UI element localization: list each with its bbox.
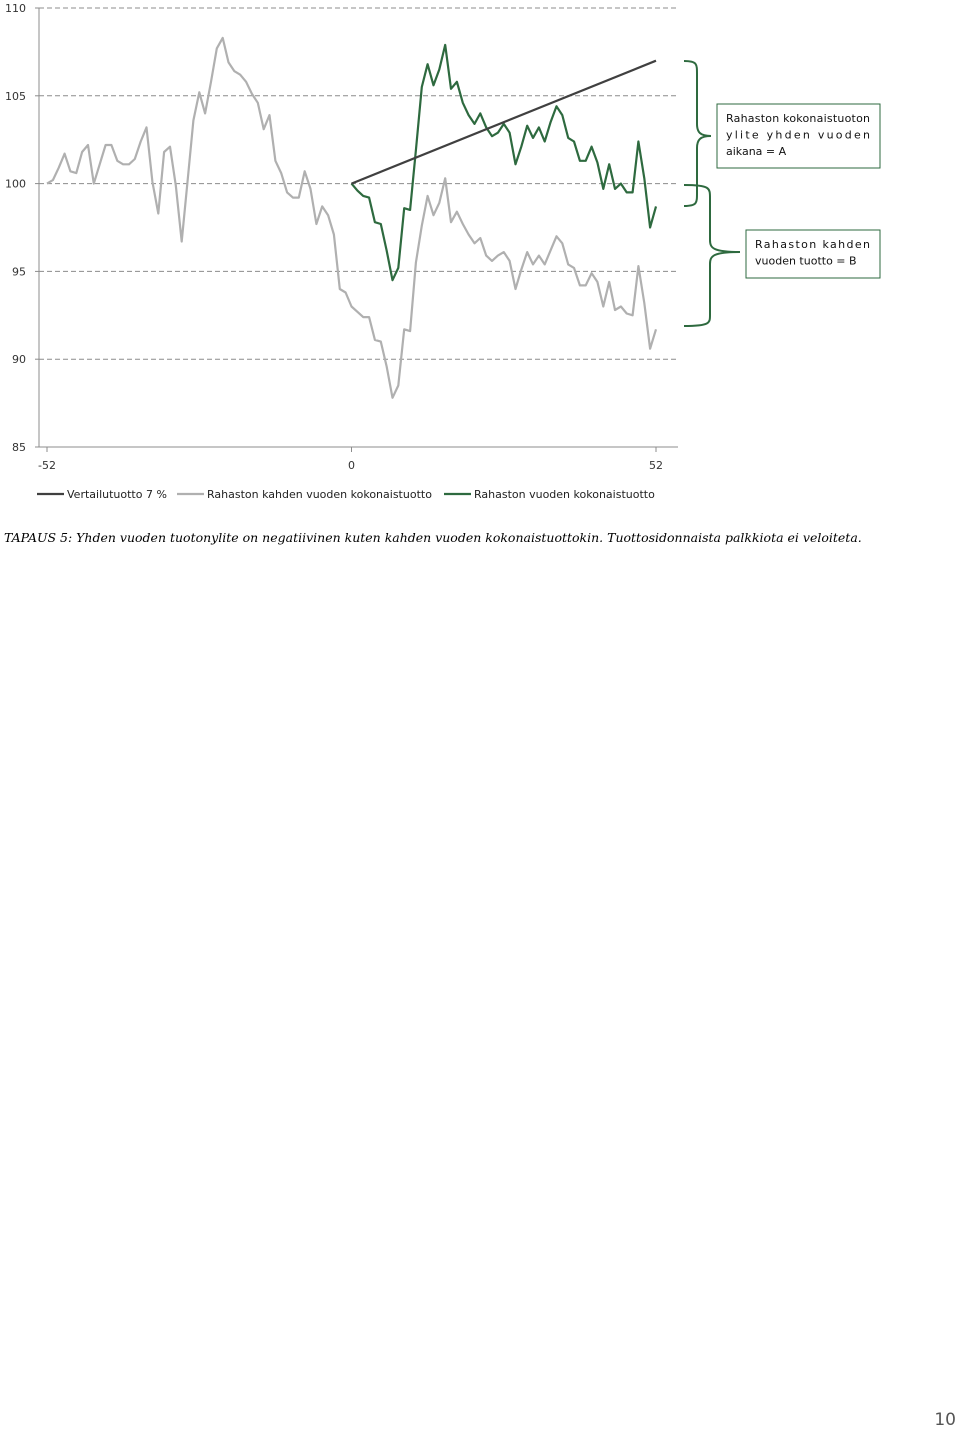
annotation-b-line: Rahaston kahden xyxy=(755,238,870,251)
annotation-b-line: vuoden tuotto = B xyxy=(755,254,857,268)
annotation-a-line: ylite yhden vuoden xyxy=(726,128,870,142)
series-line-1 xyxy=(47,38,656,398)
y-tick-label: 105 xyxy=(5,89,26,103)
legend-label: Rahaston kahden vuoden kokonaistuotto xyxy=(207,488,432,501)
y-tick-label: 95 xyxy=(12,265,26,279)
annotation-a-line: Rahaston kokonaistuoton xyxy=(726,112,870,125)
gridlines xyxy=(39,8,678,359)
x-tick-label: 52 xyxy=(649,459,663,472)
legend xyxy=(37,488,655,501)
annotation-a-line: aikana = A xyxy=(726,145,787,158)
y-tick-label: 100 xyxy=(5,177,26,191)
series-lines xyxy=(47,38,656,398)
chart xyxy=(0,0,960,520)
axes xyxy=(35,8,678,452)
y-tick-label: 90 xyxy=(12,353,26,367)
y-tick-label: 110 xyxy=(5,2,26,15)
legend-label: Rahaston vuoden kokonaistuotto xyxy=(474,488,655,501)
figure-caption: TAPAUS 5: Yhden vuoden tuotonylite on negatiivinen kuten kahden vuoden kokonaistuottokin. Tuottosidonnaista palkkiota ei veloiteta. xyxy=(4,530,862,545)
brace-b xyxy=(684,185,740,326)
annotations xyxy=(684,61,880,326)
page-number: 10 xyxy=(934,1410,956,1430)
x-tick-label: 0 xyxy=(348,459,355,472)
x-tick-label: -52 xyxy=(38,459,56,472)
legend-label: Vertailutuotto 7 % xyxy=(67,488,167,501)
y-tick-label: 85 xyxy=(12,441,26,454)
